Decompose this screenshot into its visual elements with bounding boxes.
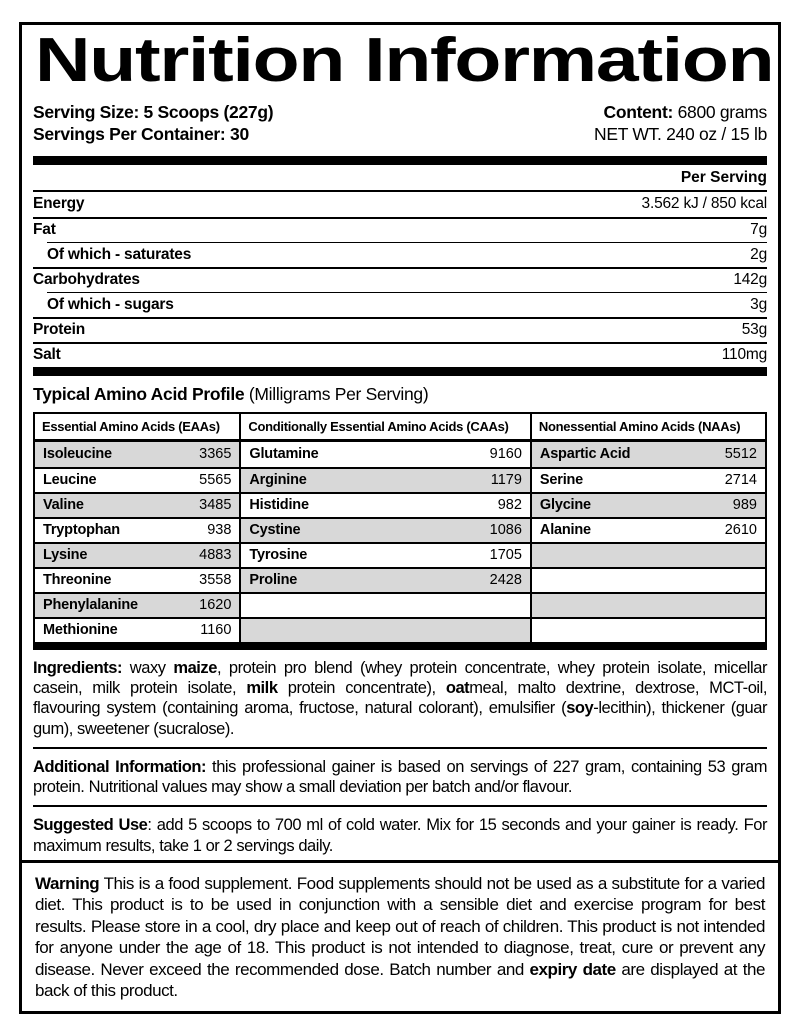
amino-row: Arginine 1179 [241,467,530,492]
row-value: 110mg [721,346,767,364]
divider-bar [33,367,767,376]
amino-row: Isoleucine 3365 [35,442,239,467]
table-row-saturates [47,242,767,267]
column-header-eaas: Essential Amino Acids (EAAs) [35,414,239,442]
amino-row: Tryptophan 938 [35,517,239,542]
amino-acid-profile-title: Typical Amino Acid Profile (Milligrams Per Serving) [33,383,429,404]
amino-row: Proline 2428 [241,567,530,592]
amino-row: Histidine 982 [241,492,530,517]
divider-bar [33,156,767,165]
amino-row-empty [532,617,765,642]
row-label: Protein [33,321,85,339]
amino-column-eaas [35,414,239,642]
serving-size: Serving Size: 5 Scoops (227g) [33,102,274,122]
serving-info-right [594,101,767,146]
divider-bar [33,642,767,650]
amino-row: Aspartic Acid 5512 [532,442,765,467]
table-row-fat [33,217,767,242]
amino-row: Tyrosine 1705 [241,542,530,567]
serving-info [33,101,767,146]
row-value: 2g [750,245,767,263]
amino-row: Threonine 3558 [35,567,239,592]
column-header-naas: Nonessential Amino Acids (NAAs) [532,414,765,442]
table-row-carbohydrates [33,267,767,292]
row-value: 3g [750,295,767,313]
row-label: Carbohydrates [33,271,140,289]
net-weight: NET WT. 240 oz / 15 lb [593,124,767,145]
amino-row-empty [532,542,765,567]
row-value: 142g [733,271,767,289]
amino-column-caas [239,414,530,642]
suggested-use-text: Suggested Use: add 5 scoops to 700 ml of cold water. Mix for 15 seconds and your gainer is ready. For maximum results, take 1 or 2 servings daily. [33,816,767,855]
amino-row: Glutamine 9160 [249,446,522,463]
table-row-salt [33,342,767,367]
amino-row: Lysine 4883 [35,542,239,567]
amino-row: Valine 3485 [35,492,239,517]
row-value: 7g [750,221,767,239]
column-header-caas: Conditionally Essential Amino Acids (CAAs) [241,414,530,442]
amino-acid-table [33,412,767,642]
nutrition-facts-table [33,192,767,367]
amino-row: Cystine 1086 [241,517,530,542]
servings-per-container: Servings Per Container: 30 [33,124,249,145]
warning-box [19,860,781,1014]
amino-row-empty [241,592,530,617]
amino-row: Serine 2714 [532,467,765,492]
amino-row-empty [532,567,765,592]
additional-info-text: Additional Information: this professional gainer is based on servings of 227 gram, containing 53 gram protein. Nutritional values may show a small deviation per batch and/or flavour. [33,757,767,797]
per-serving-column-header: Per Serving [33,165,767,192]
row-label: Energy [33,195,85,213]
nutrition-label-panel [19,22,781,877]
amino-row: Methionine 1160 [35,617,239,642]
amino-row: Phenylalanine 1620 [35,592,239,617]
table-row-sugars [47,292,767,317]
amino-row-empty [241,617,530,642]
amino-row-empty [532,592,765,617]
row-value: 3.562 kJ / 850 kcal [641,195,767,213]
table-row-energy [33,192,767,217]
label-title: Nutrition Information [35,26,774,95]
content-weight: Content: 6800 grams [603,102,767,122]
row-label: Fat [33,221,56,239]
amino-row: Glycine 989 [532,492,765,517]
warning-text: Warning This is a food supplement. Food supplements should not be used as a substitute for a varied diet. This product is to be used in conjunction with a sensible diet and exercise program for best results. Please store in a cool, dry place and keep out of reach of children. This product is not intended for anyone under the age of 18. This product is not intended to diagnose, treat, cure or prevent any disease. Never exceed the recommended dose. Batch number and expiry date are displayed at the back of this product. [35,874,765,1001]
row-value: 53g [741,321,767,339]
amino-column-naas [530,414,765,642]
ingredients-text: Ingredients: waxy maize, protein pro blend (whey protein concentrate, whey protein isolate, micellar casein, milk protein isolate, milk protein concentrate), oatmeal, malto dextrine, dextrose, MCT-oil, flavouring system (containing aroma, fructose, natural colorant), emulsifier (soy-lecithin), thickener (guar gum), sweetener (sucralose). [33,658,767,738]
row-label: Of which - saturates [47,245,192,263]
serving-info-left [33,101,273,146]
amino-row: Alanine 2610 [532,517,765,542]
row-label: Of which - sugars [47,295,174,313]
amino-row: Leucine 5565 [35,467,239,492]
row-label: Salt [33,346,61,364]
table-row-protein [33,317,767,342]
